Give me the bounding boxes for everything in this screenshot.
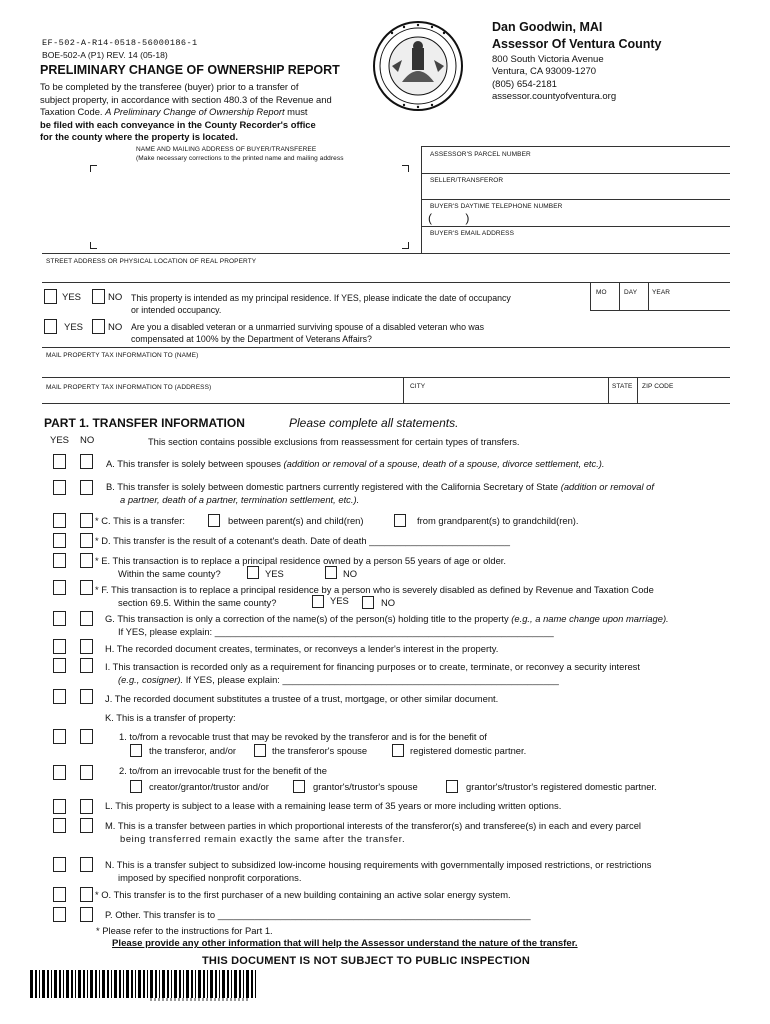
o-yes-checkbox[interactable] bbox=[53, 887, 66, 902]
a-no-checkbox[interactable] bbox=[80, 454, 93, 469]
k1-opt3-label: registered domestic partner. bbox=[410, 745, 527, 756]
e-county-yes-checkbox[interactable] bbox=[247, 566, 259, 579]
c-no-checkbox[interactable] bbox=[80, 513, 93, 528]
city-field[interactable] bbox=[410, 391, 605, 402]
mail-address-field[interactable] bbox=[46, 391, 400, 402]
h-no-checkbox[interactable] bbox=[80, 639, 93, 654]
a-yes-checkbox[interactable] bbox=[53, 454, 66, 469]
zip-label: ZIP CODE bbox=[642, 383, 674, 390]
city-label: CITY bbox=[410, 383, 426, 390]
item-b: B. This transfer is solely between domestic partners currently registered with the California Secretary of State (addition or removal of a partner, death of a partner, termination settlement, etc.). bbox=[106, 481, 654, 505]
j-yes-checkbox[interactable] bbox=[53, 689, 66, 704]
street-field[interactable] bbox=[46, 266, 726, 280]
e-no-checkbox[interactable] bbox=[80, 553, 93, 568]
f-county-no-label: NO bbox=[381, 597, 396, 608]
item-h: H. The recorded document creates, terminates, or reconveys a lender's interest in the property. bbox=[105, 643, 499, 654]
buyer-address-label: NAME AND MAILING ADDRESS OF BUYER/TRANSFEREE bbox=[136, 146, 317, 153]
item-k1: 1. to/from a revocable trust that may be revoked by the transferor and is for the benefit of bbox=[119, 731, 487, 742]
d-no-checkbox[interactable] bbox=[80, 533, 93, 548]
item-i: I. This transaction is recorded only as a requirement for financing purposes or to create, terminate, or reconvey a security interest (e.g., cosigner). If YES, please explain: _____________________________________________________ bbox=[105, 661, 640, 685]
assessor-title: Assessor Of Ventura County bbox=[492, 37, 662, 51]
mail-name-field[interactable] bbox=[46, 360, 726, 374]
k2-opt1-label: creator/grantor/trustor and/or bbox=[149, 781, 269, 792]
occupancy-date-field[interactable] bbox=[652, 297, 728, 309]
f-no-checkbox[interactable] bbox=[80, 580, 93, 595]
b-no-checkbox[interactable] bbox=[80, 480, 93, 495]
d-yes-checkbox[interactable] bbox=[53, 533, 66, 548]
k1-no-checkbox[interactable] bbox=[80, 729, 93, 744]
veteran-no-label: NO bbox=[108, 322, 123, 333]
buyer-address-note: (Make necessary corrections to the printed name and mailing address bbox=[136, 155, 344, 162]
item-n: N. This is a transfer subject to subsidized low-income housing requirements with governmentally imposed restrictions, or restrictions imposed by specified nonprofit corporations. bbox=[105, 859, 652, 883]
item-m: M. This is a transfer between parties in which proportional interests of the transferor(s) and transferee(s) in each and every parcel being transferred remain exactly the same after the transfer. bbox=[105, 820, 642, 844]
day-label: DAY bbox=[624, 289, 638, 296]
item-g: G. This transaction is only a correction of the name(s) of the person(s) holding title to the property (e.g., a name change upon marriage). If YES, please explain: _________________________________________________________________ bbox=[105, 613, 669, 637]
k1-partner-checkbox[interactable] bbox=[392, 744, 404, 757]
k2-yes-checkbox[interactable] bbox=[53, 765, 66, 780]
item-p: P. Other. This transfer is to ____________________________________________________________ bbox=[105, 909, 531, 920]
parcel-number-label: ASSESSOR'S PARCEL NUMBER bbox=[430, 151, 531, 158]
state-label: STATE bbox=[612, 383, 633, 390]
principal-yes-label: YES bbox=[62, 292, 82, 303]
assessor-contact: 800 South Victoria Avenue Ventura, CA 93009-1270 (805) 654-2181 assessor.countyofventura.org bbox=[492, 54, 617, 102]
mail-address-label: MAIL PROPERTY TAX INFORMATION TO (ADDRESS) bbox=[46, 384, 212, 391]
item-o: * O. This transfer is to the first purchaser of a new building containing an active solar energy system. bbox=[95, 889, 511, 900]
seller-field[interactable] bbox=[430, 186, 728, 198]
email-label: BUYER'S EMAIL ADDRESS bbox=[430, 230, 515, 237]
g-no-checkbox[interactable] bbox=[80, 611, 93, 626]
m-no-checkbox[interactable] bbox=[80, 818, 93, 833]
principal-question: This property is intended as my principal residence. If YES, please indicate the date of occupancy or intended occupancy. bbox=[131, 293, 511, 315]
k1-opt2-label: the transferor's spouse bbox=[272, 745, 368, 756]
barcode-icon bbox=[30, 970, 258, 998]
k2-no-checkbox[interactable] bbox=[80, 765, 93, 780]
form-title: PRELIMINARY CHANGE OF OWNERSHIP REPORT bbox=[40, 63, 340, 77]
seller-label: SELLER/TRANSFEROR bbox=[430, 177, 504, 184]
item-a: A. This transfer is solely between spouses (addition or removal of a spouse, death of a spouse, divorce settlement, etc.). bbox=[106, 458, 605, 469]
m-yes-checkbox[interactable] bbox=[53, 818, 66, 833]
part1-intro: This section contains possible exclusions from reassessment for certain types of transfers. bbox=[148, 437, 520, 447]
intro-text: To be completed by the transferee (buyer) prior to a transfer of subject property, in accordance with section 480.3 of the Revenue and Taxation Code. A Preliminary Change of Ownership Report must be filed with each conveyance in the County Recorder's office for the county where the property is located. bbox=[40, 81, 332, 142]
k2-opt3-label: grantor's/trustor's registered domestic partner. bbox=[466, 781, 657, 792]
email-field[interactable] bbox=[430, 239, 728, 251]
k1-yes-checkbox[interactable] bbox=[53, 729, 66, 744]
item-d: * D. This transfer is the result of a cotenant's death. Date of death ___________________________ bbox=[95, 535, 510, 546]
item-k: K. This is a transfer of property: bbox=[105, 712, 236, 723]
g-yes-checkbox[interactable] bbox=[53, 611, 66, 626]
item-j: J. The recorded document substitutes a trustee of a trust, mortgage, or other similar document. bbox=[105, 693, 499, 704]
part1-title: PART 1. TRANSFER INFORMATION bbox=[44, 416, 245, 430]
c-opt2-label: from grandparent(s) to grandchild(ren). bbox=[417, 515, 579, 526]
parcel-number-field[interactable] bbox=[430, 160, 728, 172]
principal-yes-checkbox[interactable] bbox=[44, 289, 57, 304]
street-label: STREET ADDRESS OR PHYSICAL LOCATION OF REAL PROPERTY bbox=[46, 258, 257, 265]
f-yes-checkbox[interactable] bbox=[53, 580, 66, 595]
part1-yes-header: YES bbox=[50, 435, 70, 446]
k1-spouse-checkbox[interactable] bbox=[254, 744, 266, 757]
j-no-checkbox[interactable] bbox=[80, 689, 93, 704]
item-k2: 2. to/from an irrevocable trust for the benefit of the bbox=[119, 765, 327, 776]
item-f: * F. This transaction is to replace a principal residence by a person who is severely disabled as defined by Revenue and Taxation Code section 69.5. Within the same county? bbox=[95, 584, 654, 608]
buyer-address-field[interactable] bbox=[96, 170, 396, 240]
part1-subtitle: Please complete all statements. bbox=[289, 416, 459, 430]
provide-info-note: Please provide any other information that will help the Assessor understand the nature of the transfer. bbox=[112, 938, 578, 949]
k2-opt2-label: grantor's/trustor's spouse bbox=[313, 781, 418, 792]
item-l: L. This property is subject to a lease with a remaining lease term of 35 years or more including written options. bbox=[105, 800, 562, 811]
assessor-name: Dan Goodwin, MAI bbox=[492, 20, 603, 34]
l-yes-checkbox[interactable] bbox=[53, 799, 66, 814]
h-yes-checkbox[interactable] bbox=[53, 639, 66, 654]
e-county-yes-label: YES bbox=[265, 568, 284, 579]
k2-creator-checkbox[interactable] bbox=[130, 780, 142, 793]
i-no-checkbox[interactable] bbox=[80, 658, 93, 673]
k2-partner-checkbox[interactable] bbox=[446, 780, 458, 793]
c-opt1-label: between parent(s) and child(ren) bbox=[228, 515, 364, 526]
n-yes-checkbox[interactable] bbox=[53, 857, 66, 872]
county-seal-icon bbox=[372, 20, 464, 112]
mo-label: MO bbox=[596, 289, 607, 296]
zip-field[interactable] bbox=[641, 391, 728, 402]
year-label: YEAR bbox=[652, 289, 671, 296]
e-yes-checkbox[interactable] bbox=[53, 553, 66, 568]
k1-opt1-label: the transferor, and/or bbox=[149, 745, 237, 756]
state-field[interactable] bbox=[611, 391, 635, 402]
f-county-yes-checkbox[interactable] bbox=[312, 595, 324, 608]
item-e: * E. This transaction is to replace a principal residence owned by a person 55 years of age or older. Within the same county? bbox=[95, 555, 506, 579]
veteran-yes-checkbox[interactable] bbox=[44, 319, 57, 334]
mail-name-label: MAIL PROPERTY TAX INFORMATION TO (NAME) bbox=[46, 352, 199, 359]
barcode-caption bbox=[150, 998, 250, 1001]
item-c: * C. This is a transfer: bbox=[95, 515, 185, 526]
i-yes-checkbox[interactable] bbox=[53, 658, 66, 673]
p-no-checkbox[interactable] bbox=[80, 907, 93, 922]
principal-no-checkbox[interactable] bbox=[92, 289, 105, 304]
k2-spouse-checkbox[interactable] bbox=[293, 780, 305, 793]
veteran-question: Are you a disabled veteran or a unmarried surviving spouse of a disabled veteran who was compensated at 100% by the Department of Veterans Affairs? bbox=[131, 322, 485, 344]
form-id: EF-502-A-R14-0518-56000186-1 bbox=[42, 38, 198, 48]
c-parent-child-checkbox[interactable] bbox=[208, 514, 220, 527]
public-inspection-footer: THIS DOCUMENT IS NOT SUBJECT TO PUBLIC INSPECTION bbox=[202, 955, 531, 967]
n-no-checkbox[interactable] bbox=[80, 857, 93, 872]
p-yes-checkbox[interactable] bbox=[53, 907, 66, 922]
form-revision: BOE-502-A (P1) REV. 14 (05-18) bbox=[42, 50, 168, 60]
l-no-checkbox[interactable] bbox=[80, 799, 93, 814]
phone-label: BUYER'S DAYTIME TELEPHONE NUMBER bbox=[430, 203, 563, 210]
c-grandparent-checkbox[interactable] bbox=[394, 514, 406, 527]
k1-transferor-checkbox[interactable] bbox=[130, 744, 142, 757]
b-yes-checkbox[interactable] bbox=[53, 480, 66, 495]
veteran-yes-label: YES bbox=[64, 322, 84, 333]
f-county-no-checkbox[interactable] bbox=[362, 596, 374, 609]
phone-field[interactable]: ( ) bbox=[428, 211, 470, 225]
c-yes-checkbox[interactable] bbox=[53, 513, 66, 528]
part1-no-header: NO bbox=[80, 435, 95, 446]
principal-no-label: NO bbox=[108, 292, 123, 303]
instructions-note: * Please refer to the instructions for Part 1. bbox=[96, 925, 273, 936]
o-no-checkbox[interactable] bbox=[80, 887, 93, 902]
veteran-no-checkbox[interactable] bbox=[92, 319, 105, 334]
e-county-no-checkbox[interactable] bbox=[325, 566, 337, 579]
f-county-yes-label: YES bbox=[330, 595, 349, 606]
e-county-no-label: NO bbox=[343, 568, 358, 579]
